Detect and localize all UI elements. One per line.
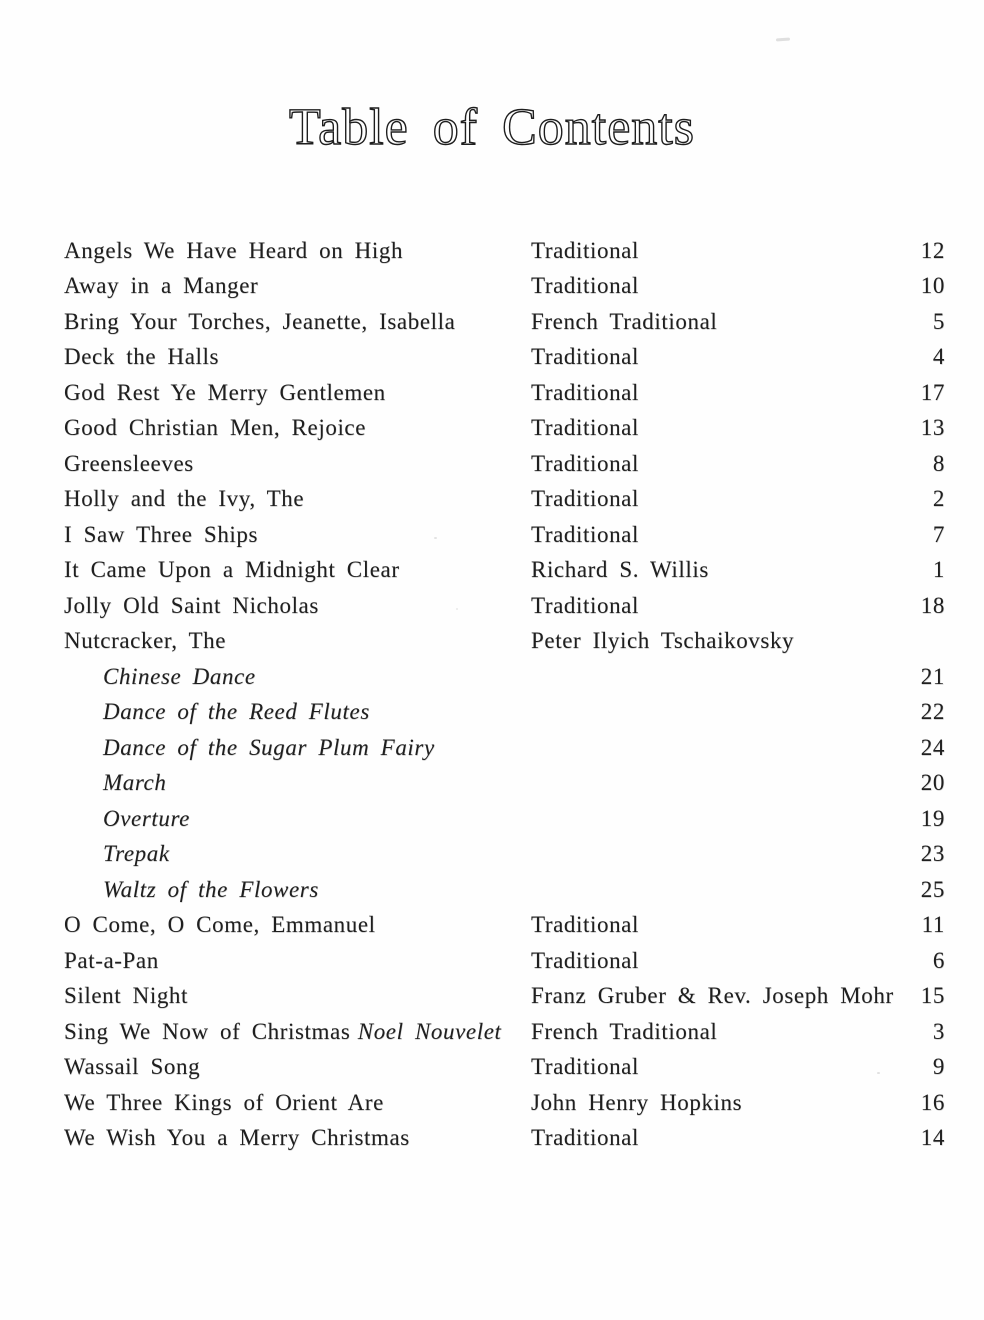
- page-number: 24: [920, 734, 945, 760]
- song-title: [64, 486, 304, 512]
- song-title-text: Overture: [103, 805, 190, 831]
- composer-name: Traditional: [531, 521, 639, 547]
- composer-name: Traditional: [531, 450, 639, 476]
- page-title: Table of Contents: [289, 99, 695, 156]
- toc-row: [64, 1014, 945, 1050]
- page-number: 19: [920, 805, 945, 831]
- song-title: [64, 983, 188, 1009]
- song-title: [64, 699, 370, 725]
- page-number: 15: [920, 983, 945, 1009]
- toc-row: [64, 269, 945, 305]
- page-number: 10: [920, 273, 945, 299]
- toc-row: [64, 943, 945, 979]
- song-title: [64, 238, 403, 264]
- composer-name: Traditional: [531, 415, 639, 441]
- song-title-text: O Come, O Come, Emmanuel: [64, 912, 376, 938]
- song-title: [64, 628, 226, 654]
- song-title: [64, 735, 435, 761]
- song-title-text: Chinese Dance: [103, 663, 256, 689]
- page-number: 20: [920, 770, 945, 796]
- composer-name: Traditional: [531, 1054, 639, 1080]
- song-title-text: Dance of the Sugar Plum Fairy: [103, 734, 435, 760]
- song-title-text: Angels We Have Heard on High: [64, 237, 404, 263]
- toc-row: [64, 375, 945, 411]
- page-number: 12: [920, 237, 945, 263]
- page-number: 2: [932, 486, 945, 512]
- toc-row: [64, 233, 945, 269]
- toc-row: [64, 588, 945, 624]
- toc-row: [64, 695, 945, 731]
- page-number: 6: [932, 947, 945, 973]
- song-title-text: Jolly Old Saint Nicholas: [64, 592, 319, 618]
- page-number: 16: [920, 1089, 945, 1115]
- composer-name: John Henry Hopkins: [531, 1089, 743, 1115]
- song-title-text: Pat-a-Pan: [64, 947, 159, 973]
- song-title-text: Deck the Halls: [64, 344, 220, 370]
- composer-name: Traditional: [531, 912, 639, 938]
- page-number: 3: [932, 1018, 945, 1044]
- song-title: [64, 344, 219, 370]
- toc-row: [64, 908, 945, 944]
- toc-row: [64, 1121, 945, 1157]
- song-title: [64, 593, 319, 619]
- toc-row: [64, 340, 945, 376]
- song-title-text: I Saw Three Ships: [64, 521, 259, 547]
- composer-name: Traditional: [531, 592, 639, 618]
- composer-name: Franz Gruber & Rev. Joseph Mohr: [531, 983, 894, 1009]
- scan-speck: [456, 608, 458, 610]
- page-number: 5: [932, 308, 945, 334]
- song-title: [64, 1019, 502, 1045]
- composer-name: Traditional: [531, 344, 639, 370]
- song-title-text: We Wish You a Merry Christmas: [64, 1125, 410, 1151]
- page-number: 13: [920, 415, 945, 441]
- page-number: 8: [932, 450, 945, 476]
- page-number: 11: [921, 912, 945, 938]
- song-title: [64, 309, 455, 335]
- song-title-text: Greensleeves: [64, 450, 194, 476]
- toc-row: [64, 801, 945, 837]
- composer-name: Traditional: [531, 273, 639, 299]
- song-title: [64, 1054, 200, 1080]
- song-title: [64, 1125, 410, 1151]
- page-number: 4: [932, 344, 945, 370]
- toc-row: [64, 837, 945, 873]
- scan-smudge: [776, 38, 790, 42]
- page-number: 25: [920, 876, 945, 902]
- song-title-text: Bring Your Torches, Jeanette, Isabella: [64, 308, 456, 334]
- song-title-text: Waltz of the Flowers: [103, 876, 319, 902]
- toc-row: [64, 872, 945, 908]
- scan-speck: [877, 1072, 880, 1074]
- composer-name: Traditional: [531, 1125, 639, 1151]
- song-title-text: Dance of the Reed Flutes: [103, 699, 370, 725]
- page-number: 1: [932, 557, 945, 583]
- composer-name: Traditional: [531, 237, 639, 263]
- song-title: [64, 948, 159, 974]
- song-title: [64, 664, 256, 690]
- toc-row: [64, 1050, 945, 1086]
- song-title: [64, 415, 366, 441]
- toc-row: [64, 553, 945, 589]
- toc-row: [64, 482, 945, 518]
- toc-row: [64, 1085, 945, 1121]
- song-title-text: It Came Upon a Midnight Clear: [64, 557, 400, 583]
- composer-name: Traditional: [531, 379, 639, 405]
- song-title: [64, 522, 258, 548]
- song-title-text: Sing We Now of Christmas: [64, 1018, 351, 1044]
- song-title-italic-text: Noel Nouvelet: [357, 1018, 502, 1044]
- song-title: [64, 877, 319, 903]
- song-title-text: We Three Kings of Orient Are: [64, 1089, 384, 1115]
- composer-name: Traditional: [531, 486, 639, 512]
- toc-row: [64, 766, 945, 802]
- page-number: 9: [932, 1054, 945, 1080]
- page-number: 7: [932, 521, 945, 547]
- song-title: [64, 841, 170, 867]
- page-number: 18: [920, 592, 945, 618]
- toc-row: [64, 730, 945, 766]
- song-title: [64, 912, 376, 938]
- song-title: [64, 770, 166, 796]
- song-title: [64, 273, 258, 299]
- song-title-text: Holly and the Ivy, The: [64, 486, 305, 512]
- song-title-text: Nutcracker, The: [64, 628, 227, 654]
- composer-name: French Traditional: [531, 308, 718, 334]
- composer-name: Peter Ilyich Tschaikovsky: [531, 628, 795, 654]
- song-title-text: Trepak: [103, 841, 170, 867]
- song-title-text: Wassail Song: [64, 1054, 201, 1080]
- song-title: [64, 1090, 384, 1116]
- song-title-text: March: [103, 770, 167, 796]
- toc-row: [64, 659, 945, 695]
- song-title: [64, 806, 190, 832]
- page-number: 21: [920, 663, 945, 689]
- composer-name: Richard S. Willis: [531, 557, 709, 583]
- song-title-text: Silent Night: [64, 983, 189, 1009]
- page-number: 14: [920, 1125, 945, 1151]
- toc-row: [64, 624, 945, 660]
- page-number: 22: [920, 699, 945, 725]
- toc-list: [64, 233, 945, 1156]
- song-title: [64, 451, 194, 477]
- toc-row: [64, 517, 945, 553]
- song-title-text: God Rest Ye Merry Gentlemen: [64, 379, 386, 405]
- song-title-text: Away in a Manger: [64, 273, 259, 299]
- composer-name: French Traditional: [531, 1018, 718, 1044]
- page-number: 23: [920, 841, 945, 867]
- scan-speck: [434, 537, 437, 539]
- toc-row: [64, 979, 945, 1015]
- composer-name: Traditional: [531, 947, 639, 973]
- toc-row: [64, 411, 945, 447]
- song-title: [64, 557, 400, 583]
- toc-row: [64, 446, 945, 482]
- page-number: 17: [920, 379, 945, 405]
- song-title-text: Good Christian Men, Rejoice: [64, 415, 367, 441]
- toc-row: [64, 304, 945, 340]
- song-title: [64, 380, 386, 406]
